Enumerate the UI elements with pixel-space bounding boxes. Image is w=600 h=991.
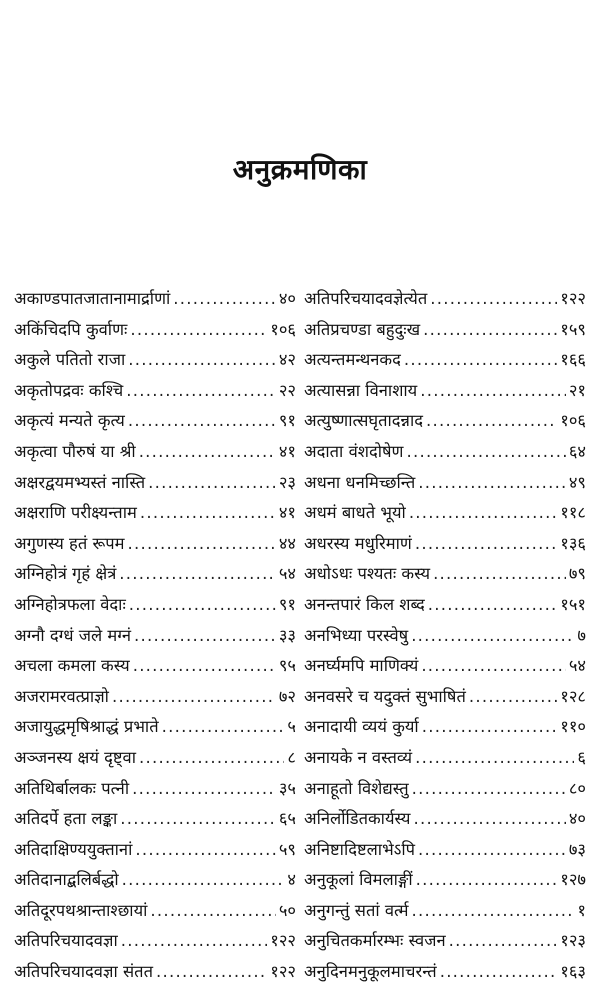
entry-text: अतिदाक्षिण्ययुक्तानां	[14, 839, 133, 859]
index-entry	[304, 806, 586, 837]
entry-page-number: ४१	[278, 441, 296, 461]
entry-text: अनन्तपारं किल शब्द	[304, 594, 425, 614]
entry-page-number: १२२	[270, 931, 296, 951]
dot-leader	[134, 626, 276, 645]
entry-page-number: १६३	[560, 962, 586, 982]
index-entry	[14, 928, 296, 959]
entry-page-number: १५१	[560, 594, 586, 614]
entry-page-number: ४	[287, 870, 296, 890]
entry-text: अजरामरवत्प्राज्ञो	[14, 686, 109, 706]
dot-leader	[469, 687, 557, 706]
index-entry	[14, 439, 296, 470]
entry-text: अनायके न वस्तव्यं	[304, 747, 413, 767]
entry-page-number: ३३	[278, 625, 296, 645]
index-entry	[304, 714, 586, 745]
index-entry	[14, 500, 296, 531]
dot-leader	[418, 840, 566, 859]
dot-leader	[423, 320, 557, 339]
dot-leader	[140, 503, 276, 522]
dot-leader	[126, 381, 276, 400]
index-entry	[14, 561, 296, 592]
entry-page-number: ४०	[568, 809, 586, 829]
entry-page-number: ६५	[278, 809, 296, 829]
index-entry	[304, 898, 586, 929]
entry-text: अनिर्लोडितकार्यस्य	[304, 809, 411, 829]
dot-leader	[428, 595, 558, 614]
entry-text: अधोऽधः पश्यतः कस्य	[304, 564, 431, 584]
index-entry	[304, 286, 586, 317]
entry-text: अतिप्रचण्डा बहुदुःख	[304, 319, 421, 339]
dot-leader	[426, 411, 557, 430]
index-entry	[304, 531, 586, 562]
entry-text: अक्षरद्वयमभ्यस्तं नास्ति	[14, 472, 146, 492]
dot-leader	[433, 564, 566, 583]
index-entry	[14, 317, 296, 348]
entry-page-number: ४२	[278, 350, 296, 370]
dot-leader	[409, 503, 557, 522]
dot-leader	[414, 809, 566, 828]
entry-page-number: १५९	[560, 319, 586, 339]
index-entry	[14, 378, 296, 409]
index-entry	[304, 408, 586, 439]
index-entry	[304, 745, 586, 776]
dot-leader	[421, 656, 566, 675]
index-entry	[14, 592, 296, 623]
dot-leader	[404, 350, 557, 369]
entry-text: अतिदर्पे हता लङ्का	[14, 809, 118, 829]
dot-leader	[135, 840, 275, 859]
index-entry	[14, 531, 296, 562]
index-entry	[304, 347, 586, 378]
entry-text: अतिपरिचयादवज्ञेत्येत	[304, 289, 428, 308]
entry-page-number: ३५	[278, 778, 296, 798]
dot-leader	[128, 350, 276, 369]
entry-page-number: ९१	[278, 594, 296, 614]
index-entry	[304, 959, 586, 990]
entry-page-number: ५४	[568, 656, 586, 676]
dot-leader	[422, 717, 558, 736]
entry-text: अतिथिर्बालकः पत्नी	[14, 778, 130, 798]
index-entry	[14, 470, 296, 501]
index-entry	[304, 684, 586, 715]
index-entry	[14, 867, 296, 898]
index-entry	[14, 286, 296, 317]
entry-page-number: ५४	[278, 564, 296, 584]
dot-leader	[129, 595, 276, 614]
index-entry	[14, 959, 296, 990]
dot-leader	[173, 289, 276, 308]
index-list	[14, 286, 586, 990]
index-entry	[304, 378, 586, 409]
entry-text: अग्नौ दग्धं जले मग्नं	[14, 625, 132, 645]
dot-leader	[406, 442, 565, 461]
dot-leader	[418, 473, 566, 492]
entry-page-number: ७३	[568, 839, 586, 859]
dot-leader	[420, 381, 566, 400]
index-column-left	[14, 286, 296, 990]
entry-page-number: १०६	[270, 319, 296, 339]
dot-leader	[411, 626, 574, 645]
dot-leader	[139, 442, 276, 461]
entry-text: अकिंचिदपि कुर्वाणः	[14, 319, 128, 339]
entry-page-number: ५	[287, 717, 296, 737]
entry-text: अतिपरिचयादवज्ञा	[14, 931, 118, 951]
dot-leader	[119, 564, 276, 583]
entry-text: अकृत्यं मन्यते कृत्य	[14, 411, 125, 431]
entry-text: अनभिध्या परस्वेषु	[304, 625, 409, 645]
entry-page-number: ४०	[278, 289, 296, 308]
entry-page-number: २३	[278, 472, 296, 492]
entry-text: अक्षराणि परीक्ष्यन्ताम	[14, 503, 137, 523]
index-entry	[14, 653, 296, 684]
dot-leader	[162, 717, 285, 736]
entry-page-number: ५०	[278, 900, 296, 920]
dot-leader	[440, 962, 558, 981]
index-entry	[14, 408, 296, 439]
index-entry	[304, 867, 586, 898]
index-entry	[304, 837, 586, 868]
dot-leader	[128, 534, 276, 553]
index-entry	[14, 684, 296, 715]
entry-text: अनुचितकर्मारम्भः स्वजन	[304, 931, 446, 951]
entry-page-number: ११८	[560, 503, 586, 523]
index-entry	[304, 470, 586, 501]
entry-page-number: ४९	[568, 472, 586, 492]
entry-text: अत्यासन्ना विनाशाय	[304, 380, 418, 400]
index-entry	[304, 500, 586, 531]
index-entry	[14, 745, 296, 776]
index-entry	[304, 623, 586, 654]
dot-leader	[133, 656, 276, 675]
dot-leader	[121, 931, 267, 950]
index-entry	[14, 623, 296, 654]
entry-page-number: १६६	[560, 350, 586, 370]
dot-leader	[430, 289, 557, 308]
entry-text: अनुगन्तुं सतां वर्त्म	[304, 900, 409, 920]
entry-text: अनादायी व्ययं कुर्या	[304, 717, 419, 737]
entry-text: अनाहूतो विशेद्यस्तु	[304, 778, 409, 798]
entry-text: अचला कमला कस्य	[14, 656, 130, 676]
entry-text: अतिदूरपथश्रान्ताश्छायां	[14, 900, 148, 920]
entry-text: अतिदानाद्बलिर्बद्धो	[14, 870, 119, 890]
entry-text: अदाता वंशदोषेण	[304, 441, 404, 461]
index-entry	[14, 714, 296, 745]
entry-page-number: ५९	[278, 839, 296, 859]
index-entry	[14, 776, 296, 807]
entry-page-number: ९५	[278, 656, 296, 676]
entry-page-number: १३६	[560, 533, 586, 553]
entry-text: अतिपरिचयादवज्ञा संतत	[14, 962, 153, 982]
index-entry	[14, 837, 296, 868]
entry-text: अकृतोपद्रवः कश्चि	[14, 380, 124, 400]
dot-leader	[412, 779, 566, 798]
entry-page-number: १	[577, 900, 586, 920]
index-entry	[14, 898, 296, 929]
entry-page-number: ८	[287, 747, 296, 767]
entry-page-number: १२२	[560, 289, 586, 308]
entry-text: अधना धनमिच्छन्ति	[304, 472, 416, 492]
entry-text: अजायुद्धमृषिश्राद्धं प्रभाते	[14, 717, 159, 737]
index-entry	[304, 592, 586, 623]
dot-leader	[130, 320, 267, 339]
entry-text: अनुदिनमनुकूलमाचरन्तं	[304, 962, 437, 982]
entry-page-number: ७२	[278, 686, 296, 706]
entry-page-number: ११०	[560, 717, 586, 737]
index-entry	[304, 561, 586, 592]
index-entry	[304, 317, 586, 348]
dot-leader	[416, 870, 558, 889]
entry-text: अकृत्वा पौरुषं या श्री	[14, 441, 136, 461]
page-title: अनुक्रमणिका	[232, 153, 368, 186]
entry-page-number: ९१	[278, 411, 296, 431]
entry-text: अनिष्टादिष्टलाभेऽपि	[304, 839, 416, 859]
entry-page-number: ४१	[278, 503, 296, 523]
entry-text: अकुले पतितो राजा	[14, 350, 126, 370]
entry-page-number: ८०	[568, 778, 586, 798]
entry-text: अग्निहोत्रं गृहं क्षेत्रं	[14, 564, 117, 584]
entry-page-number: २२	[278, 380, 296, 400]
entry-page-number: १२८	[560, 686, 586, 706]
entry-page-number: ७	[577, 625, 586, 645]
index-entry	[304, 439, 586, 470]
index-column-right	[304, 286, 586, 990]
entry-page-number: १०६	[560, 411, 586, 431]
dot-leader	[412, 901, 575, 920]
entry-text: अगुणस्य हतं रूपम	[14, 533, 125, 553]
dot-leader	[449, 931, 558, 950]
dot-leader	[122, 870, 285, 889]
entry-text: अधरस्य मधुरिमाणं	[304, 533, 412, 553]
entry-text: अकाण्डपातजातानामार्द्राणां	[14, 289, 171, 308]
entry-text: अधमं बाधते भूयो	[304, 503, 406, 523]
entry-page-number: २१	[568, 380, 586, 400]
entry-page-number: ७९	[568, 564, 586, 584]
dot-leader	[148, 473, 276, 492]
dot-leader	[120, 809, 276, 828]
index-entry	[304, 653, 586, 684]
dot-leader	[415, 534, 557, 553]
entry-text: अत्यन्तमन्थनकद	[304, 350, 401, 370]
dot-leader	[112, 687, 276, 706]
entry-page-number: ६४	[568, 441, 586, 461]
entry-page-number: १२२	[270, 962, 296, 982]
dot-leader	[128, 411, 276, 430]
entry-text: अनवसरे च यदुक्तं सुभाषितं	[304, 686, 466, 706]
dot-leader	[150, 901, 275, 920]
entry-page-number: ४४	[278, 533, 296, 553]
entry-text: अनर्घ्यमपि माणिक्यं	[304, 656, 419, 676]
index-entry	[14, 347, 296, 378]
entry-text: अत्युष्णात्सघृतादन्नाद	[304, 411, 423, 431]
index-entry	[304, 928, 586, 959]
dot-leader	[415, 748, 574, 767]
entry-text: अग्निहोत्रफला वेदाः	[14, 594, 126, 614]
dot-leader	[132, 779, 276, 798]
dot-leader	[139, 748, 284, 767]
entry-page-number: १२७	[560, 870, 586, 890]
dot-leader	[156, 962, 267, 981]
entry-page-number: ६	[577, 747, 586, 767]
index-entry	[304, 776, 586, 807]
entry-page-number: १२३	[560, 931, 586, 951]
entry-text: अनुकूलां विमलाङ्गीं	[304, 870, 413, 890]
entry-text: अञ्जनस्य क्षयं दृष्ट्वा	[14, 747, 136, 767]
index-entry	[14, 806, 296, 837]
